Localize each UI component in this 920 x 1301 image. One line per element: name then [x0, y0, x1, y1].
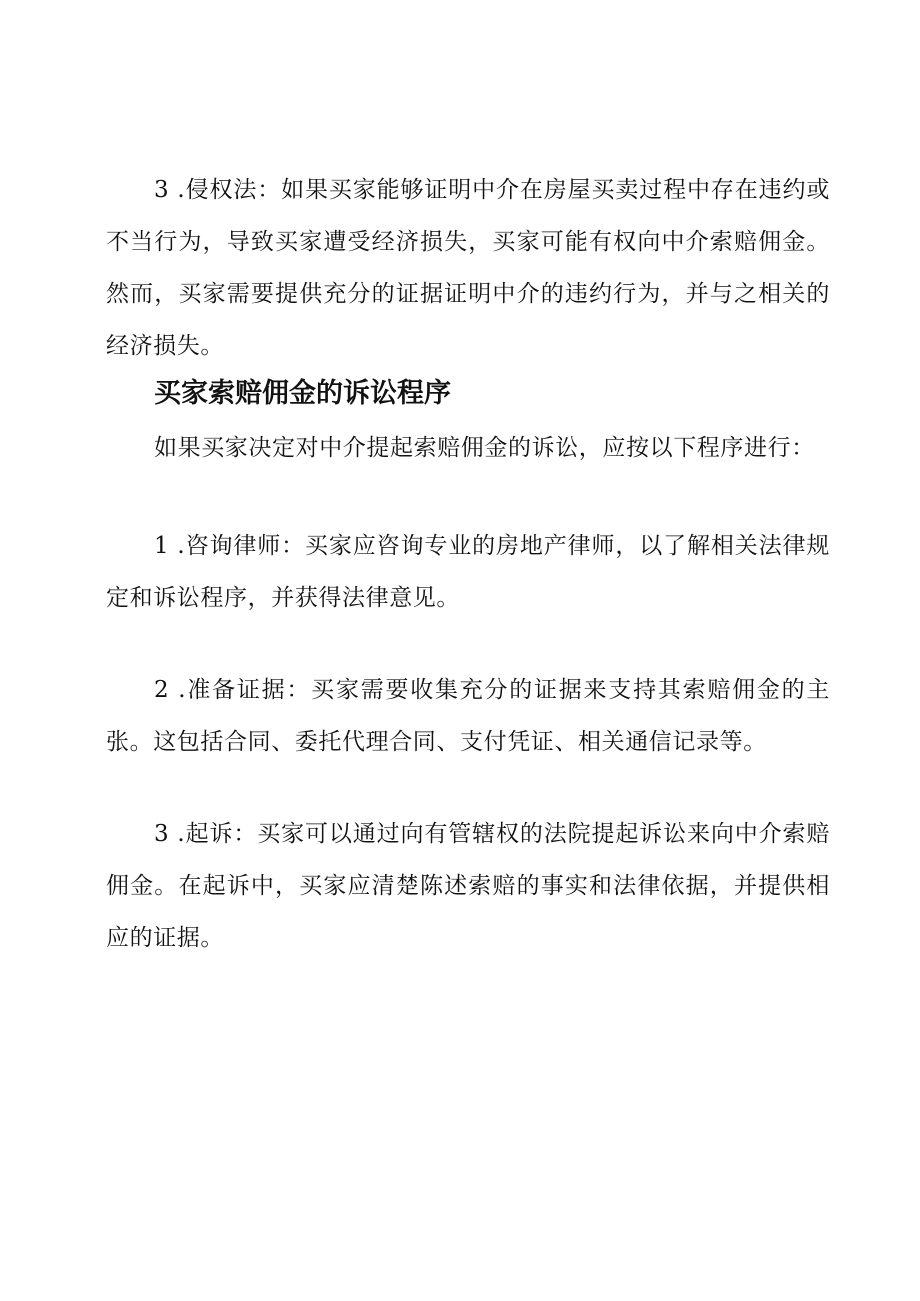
step-prepare-evidence: 2 .准备证据：买家需要收集充分的证据来支持其索赔佣金的主张。这包括合同、委托代理合同、支付凭证、相关通信记录等。: [106, 677, 830, 755]
tort-law-paragraph: 3 .侵权法：如果买家能够证明中介在房屋买卖过程中存在违约或不当行为，导致买家遭受经济损失，买家可能有权向中介索赔佣金。然而，买家需要提供充分的证据证明中介的违约行为，并与之相关的经济损失。: [106, 177, 830, 359]
step-file-lawsuit: 3 .起诉：买家可以通过向有管辖权的法院提起诉讼来向中介索赔佣金。在起诉中，买家应清楚陈述索赔的事实和法律依据，并提供相应的证据。: [106, 821, 830, 951]
step-consult-lawyer: 1 .咨询律师：买家应咨询专业的房地产律师，以了解相关法律规定和诉讼程序，并获得法律意见。: [106, 533, 830, 611]
section-intro-paragraph: 如果买家决定对中介提起索赔佣金的诉讼，应按以下程序进行：: [154, 435, 815, 461]
section-heading: 买家索赔佣金的诉讼程序: [154, 378, 451, 409]
